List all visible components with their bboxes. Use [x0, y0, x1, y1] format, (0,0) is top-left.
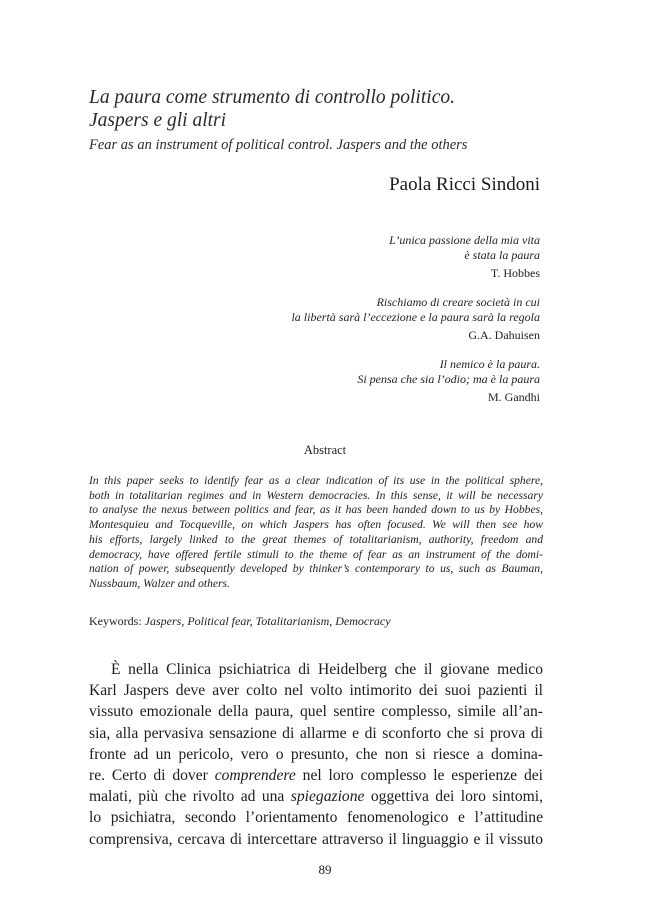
body-line: vissuto emozionale della paura, quel sentire complesso, simile all’an- — [89, 703, 543, 721]
body-line: fronte ad un pericolo, vero o presunto, che non si riesce a domina- — [89, 745, 543, 763]
abstract-line: his efforts, largely linked to the great themes of totalitarianism, authority, freedom and — [89, 532, 543, 546]
body-paragraph — [89, 659, 543, 850]
body-text: oggettiva dei loro sintomi, — [364, 788, 543, 806]
emphasis-comprendere: comprendere — [214, 767, 296, 785]
body-line — [89, 765, 543, 786]
abstract-heading: Abstract — [303, 443, 347, 457]
keywords — [89, 614, 391, 629]
epigraph-quote-line: L’unica passione della mia vita — [389, 233, 540, 247]
body-text: re. Certo di dover — [89, 767, 215, 785]
epigraph-2 — [291, 295, 540, 343]
author-name: Paola Ricci Sindoni — [389, 174, 540, 195]
body-line: sia, alla pervasiva sensazione di allarme e di sconforto che si prova di — [89, 724, 543, 742]
keywords-label: Keywords: — [89, 614, 142, 628]
epigraph-quote-line: Rischiamo di creare società in cui — [376, 295, 540, 309]
abstract-line: democracy, have offered fertile stimuli to the theme of fear as an instrument of the domi- — [89, 547, 543, 561]
abstract-line: Montesquieu and Tocqueville, on which Jaspers has often focused. We will then see how — [89, 518, 543, 532]
body-text: nel loro complesso le esperienze dei — [295, 767, 543, 785]
epigraph-attribution: G.A. Dahuisen — [468, 328, 540, 342]
abstract-line: Nussbaum, Walzer and others. — [89, 576, 230, 590]
chapter-title — [89, 86, 549, 132]
epigraph-attribution: T. Hobbes — [490, 266, 540, 280]
chapter-title-line-1: La paura come strumento di controllo politico. — [89, 87, 455, 108]
epigraph-quote-line: la libertà sarà l’eccezione e la paura sarà la regola — [291, 310, 540, 324]
emphasis-spiegazione: spiegazione — [290, 788, 365, 806]
body-line: lo psichiatra, secondo l’orientamento fenomenologico e l’attitudine — [89, 809, 543, 827]
epigraph-1 — [389, 233, 540, 281]
keywords-value: Jaspers, Political fear, Totalitarianism, Democracy — [144, 614, 391, 628]
abstract-line: nation of power, subsequently developed by thinker’s contemporary to us, such as Bauman, — [89, 562, 543, 576]
epigraph-quote-line: è stata la paura — [464, 248, 540, 262]
epigraph-3 — [357, 357, 540, 405]
epigraph-attribution: M. Gandhi — [488, 390, 540, 404]
chapter-title-line-2: Jaspers e gli altri — [89, 110, 227, 131]
chapter-subtitle: Fear as an instrument of political control. Jaspers and the others — [89, 137, 468, 153]
body-line — [89, 786, 543, 807]
abstract-line: In this paper seeks to identify fear as a clear indication of its use in the political sphere, — [89, 474, 543, 487]
page-number: 89 — [318, 862, 332, 877]
body-line: È nella Clinica psichiatrica di Heidelberg che il giovane medico — [111, 661, 543, 678]
abstract-text — [89, 474, 543, 592]
abstract-line: to analyse the nexus between politics and fear, as it has been handed down to us by Hobbes, — [89, 503, 543, 517]
body-line: Karl Jaspers deve aver colto nel volto intimorito dei suoi pazienti il — [89, 682, 543, 700]
abstract-line: both in totalitarian regimes and in Western democracies. In this sense, it will be necessary — [89, 488, 543, 502]
epigraph-quote-line: Si pensa che sia l’odio; ma è la paura — [357, 372, 540, 386]
body-line: comprensiva, cercava di intercettare attraverso il linguaggio e il vissuto — [89, 830, 543, 848]
body-text: malati, più che rivolto ad una — [89, 788, 291, 806]
epigraph-quote-line: Il nemico è la paura. — [439, 357, 540, 371]
